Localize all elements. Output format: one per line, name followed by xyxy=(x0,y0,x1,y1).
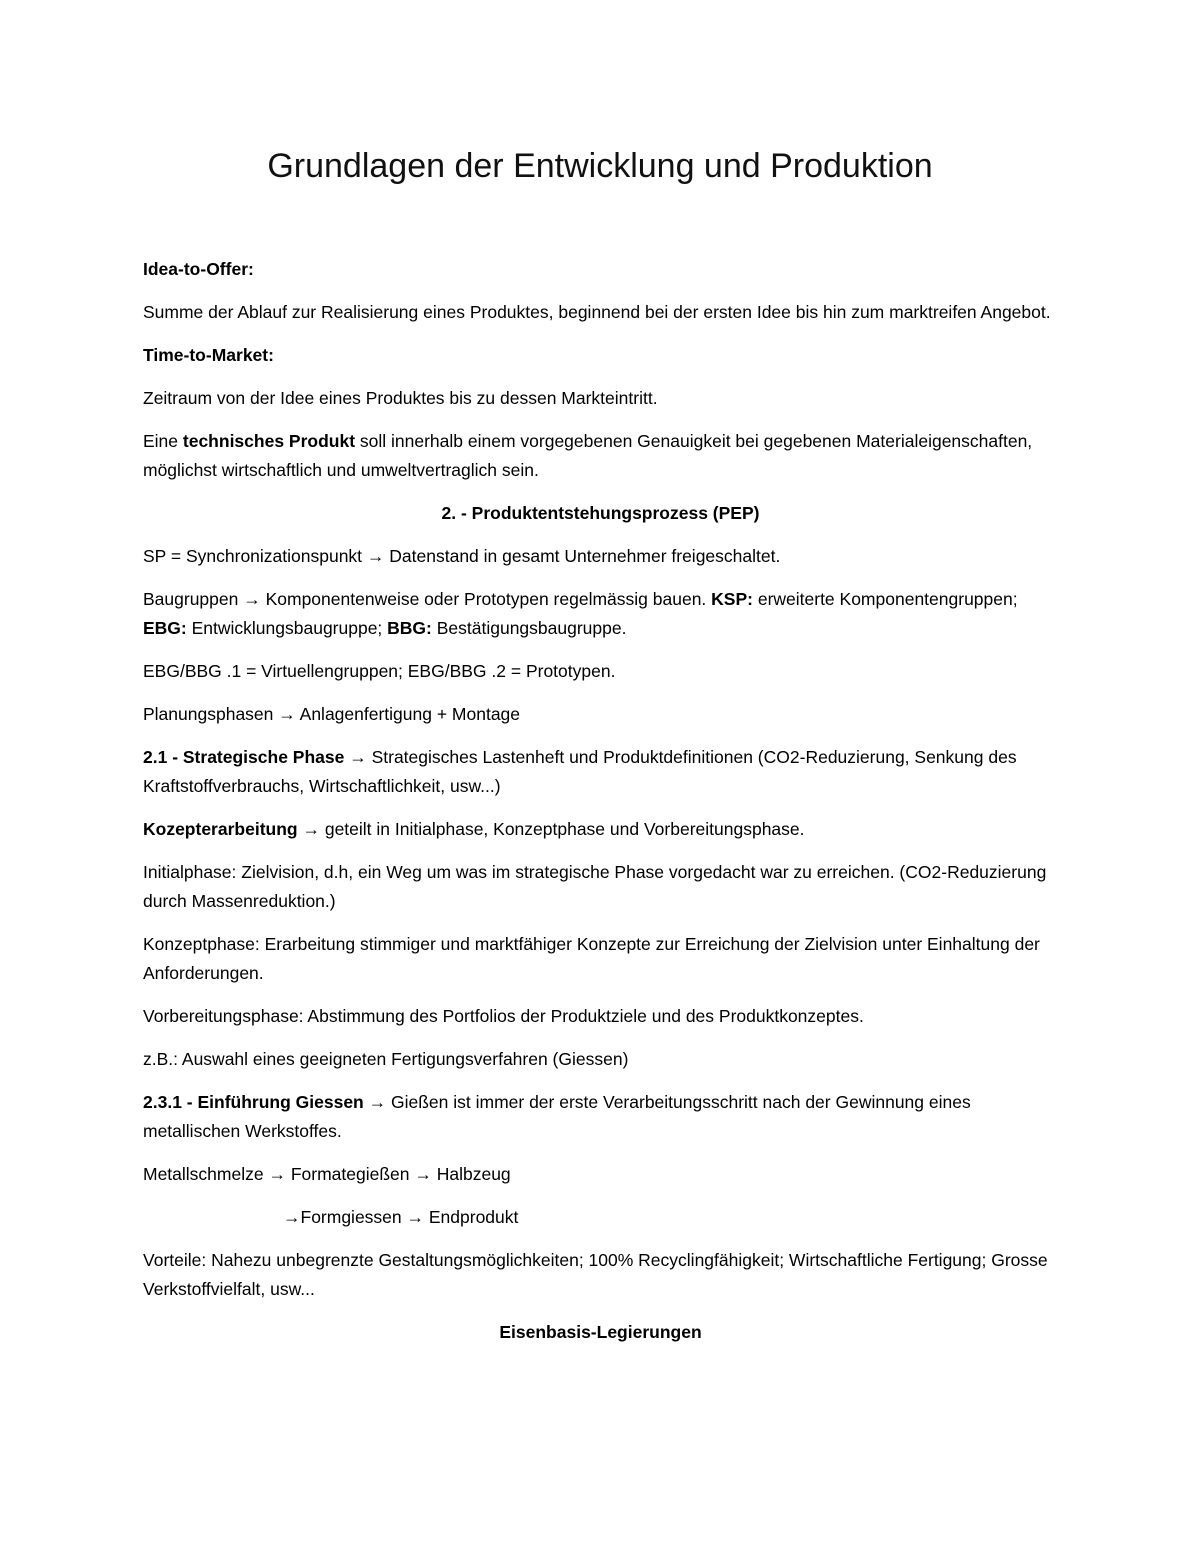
flow1-a: Metallschmelze xyxy=(143,1164,269,1184)
flow-line-2 xyxy=(143,1203,1058,1232)
zb-line: z.B.: Auswahl eines geeigneten Fertigungsverfahren (Giessen) xyxy=(143,1049,629,1069)
ebg-bbg-line: EBG/BBG .1 = Virtuellengruppen; EBG/BBG .2 = Prototypen. xyxy=(143,661,616,681)
tech-bold: technisches Produkt xyxy=(182,431,356,451)
konzeptphase-paragraph: Konzeptphase: Erarbeitung stimmiger und marktfähiger Konzepte zur Erreichung der Zielvision unter Einhaltung der Anforderungen. xyxy=(143,934,1040,983)
sp-post: Datenstand in gesamt Unternehmer freigeschaltet. xyxy=(384,546,781,566)
konzept-text: geteilt in Initialphase, Konzeptphase und Vorbereitungsphase. xyxy=(319,819,805,839)
vorteile-paragraph: Vorteile: Nahezu unbegrenzte Gestaltungsmöglichkeiten; 100% Recyclingfähigkeit; Wirtschaftliche Fertigung; Grosse Verkstoffvielfalt, usw... xyxy=(143,1250,1048,1299)
baugruppen-paragraph xyxy=(143,585,1058,643)
ksp-text: erweiterte Komponentengruppen; xyxy=(752,589,1018,609)
planungsphasen-line xyxy=(143,700,1058,729)
idea-to-offer-heading: Idea-to-Offer: xyxy=(143,259,254,279)
arrow-icon: → xyxy=(243,589,261,609)
arrow-icon: → xyxy=(368,1092,387,1112)
giessen-text: Gießen ist immer der erste Verarbeitungsschritt nach der Gewinnung eines metallischen Werkstoffes. xyxy=(143,1092,971,1141)
arrow-icon: → xyxy=(283,1207,301,1227)
bbg-text: Bestätigungsbaugruppe. xyxy=(431,618,627,638)
baugruppen-pre: Baugruppen xyxy=(143,589,244,609)
arrow-icon: → xyxy=(414,1164,432,1184)
arrow-icon: → xyxy=(278,704,296,724)
time-to-market-heading: Time-to-Market: xyxy=(143,345,274,365)
tech-post: soll innerhalb einem vorgegebenen Genauigkeit bei gegebenen Materialeigenschaften, möglichst wirtschaftlich und umweltvertraglich sein. xyxy=(143,431,1033,480)
sp-pre: SP = Synchronizationspunkt xyxy=(143,546,367,566)
document-body xyxy=(143,255,1058,1361)
konzept-paragraph xyxy=(143,815,1058,844)
flow1-c: Halbzeug xyxy=(431,1164,511,1184)
ebg-label: EBG: xyxy=(143,618,187,638)
konzept-heading: Kozepterarbeitung xyxy=(143,819,298,839)
vorbereitungsphase-paragraph: Vorbereitungsphase: Abstimmung des Portfolios der Produktziele und des Produktkonzeptes. xyxy=(143,1006,864,1026)
flow2-b: Endprodukt xyxy=(424,1207,519,1227)
pep-heading: 2. - Produktentstehungsprozess (PEP) xyxy=(441,503,760,523)
giessen-heading: 2.3.1 - Einführung Giessen xyxy=(143,1092,364,1112)
initialphase-paragraph: Initialphase: Zielvision, d.h, ein Weg um was im strategische Phase vorgedacht war zu erreichen. (CO2-Reduzierung durch Massenreduktion.) xyxy=(143,862,1047,911)
strategic-phase-text: Strategisches Lastenheft und Produktdefinitionen (CO2-Reduzierung, Senkung des Kraftstoffverbrauchs, Wirtschaftlichkeit, usw...) xyxy=(143,747,1017,796)
ebg-text: Entwicklungsbaugruppe; xyxy=(186,618,388,638)
giessen-paragraph xyxy=(143,1088,1058,1146)
arrow-icon: → xyxy=(268,1164,286,1184)
baugruppen-mid: Komponentenweise oder Prototypen regelmässig bauen. xyxy=(260,589,712,609)
strategic-phase-heading: 2.1 - Strategische Phase xyxy=(143,747,350,767)
arrow-icon: → xyxy=(302,819,320,839)
sp-line xyxy=(143,542,1058,571)
flow-line-1 xyxy=(143,1160,1058,1189)
arrow-icon: → xyxy=(406,1207,425,1227)
flow1-b: Formategießen xyxy=(285,1164,415,1184)
document-title: Grundlagen der Entwicklung und Produktion xyxy=(267,147,933,185)
bbg-label: BBG: xyxy=(387,618,432,638)
idea-to-offer-text: Summe der Ablauf zur Realisierung eines Produktes, beginnend bei der ersten Idee bis hin zum marktreifen Angebot. xyxy=(143,302,1051,322)
ksp-label: KSP: xyxy=(711,589,753,609)
planung-post: Anlagenfertigung + Montage xyxy=(295,704,521,724)
flow2-a: Formgiessen xyxy=(300,1207,407,1227)
planung-pre: Planungsphasen xyxy=(143,704,279,724)
technical-product-paragraph xyxy=(143,427,1058,485)
strategic-phase-paragraph xyxy=(143,743,1058,801)
time-to-market-text: Zeitraum von der Idee eines Produktes bis zu dessen Markteintritt. xyxy=(143,388,658,408)
arrow-icon: → xyxy=(349,747,367,767)
tech-pre: Eine xyxy=(143,431,183,451)
arrow-icon: → xyxy=(366,546,385,566)
eisenbasis-heading: Eisenbasis-Legierungen xyxy=(499,1322,702,1342)
